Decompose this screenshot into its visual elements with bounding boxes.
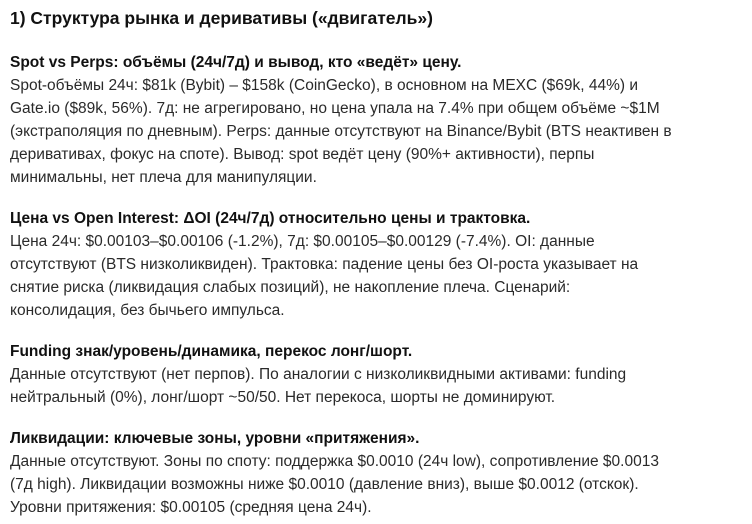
section-liquidations xyxy=(10,427,752,519)
section-heading: Spot vs Perps: объёмы (24ч/7д) и вывод, кто «ведёт» цену. xyxy=(10,54,462,71)
section-body: Spot-объёмы 24ч: $81k (Bybit) – $158k (CoinGecko), в основном на MEXC ($69k, 44%) и Gate.io ($89k, 56%). 7д: не агрегировано, но цена упала на 7.4% при общем объёме ~$1M (экстраполяция по дневным). Perps: данные отсутствуют на Binance/Bybit (BTS неактивен в деривативах, фокус на споте). Вывод: spot ведёт цену (90%+ активности), перпы минимальны, нет плеча для манипуляции. xyxy=(10,77,672,186)
section-body: Данные отсутствуют (нет перпов). По аналогии с низколиквидными активами: funding нейтральный (0%), лонг/шорт ~50/50. Нет перекоса, шорты не доминируют. xyxy=(10,366,627,406)
section-body: Данные отсутствуют. Зоны по споту: поддержка $0.0010 (24ч low), сопротивление $0.0013 (7д high). Ликвидации возможны ниже $0.0010 (давление вниз), выше $0.0012 (отскок). Уровни притяжения: $0.00105 (средняя цена 24ч). xyxy=(10,453,659,516)
page-title: 1) Структура рынка и деривативы («двигатель») xyxy=(10,8,433,28)
section-heading: Цена vs Open Interest: ΔOI (24ч/7д) относительно цены и трактовка. xyxy=(10,210,531,227)
section-funding xyxy=(10,340,752,409)
section-body: Цена 24ч: $0.00103–$0.00106 (-1.2%), 7д: $0.00105–$0.00129 (-7.4%). OI: данные отсутствуют (BTS низколиквиден). Трактовка: падение цены без OI-роста указывает на снятие риска (ликвидация слабых позиций), не накопление плеча. Сценарий: консолидация, без бычьего импульса. xyxy=(10,233,639,319)
section-spot-vs-perps xyxy=(10,51,752,189)
section-heading: Funding знак/уровень/динамика, перекос лонг/шорт. xyxy=(10,343,413,360)
section-heading: Ликвидации: ключевые зоны, уровни «притяжения». xyxy=(10,430,420,447)
section-price-vs-oi xyxy=(10,207,752,322)
